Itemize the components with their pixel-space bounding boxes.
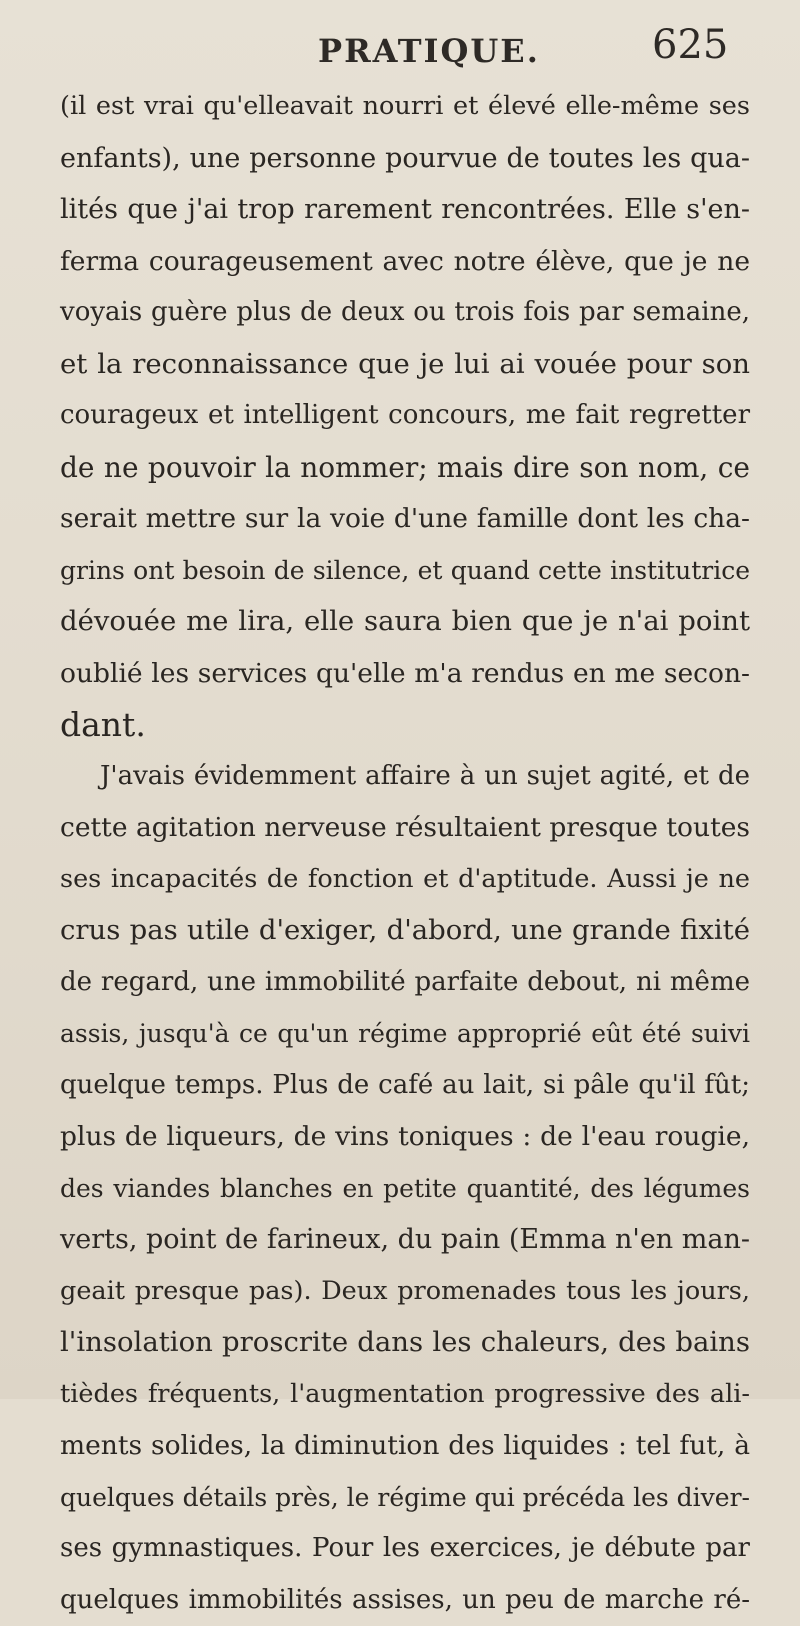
text-line: et la reconnaissance que je lui ai vouée pour son xyxy=(60,339,750,391)
text-line: grins ont besoin de silence, et quand cette institutrice xyxy=(60,545,750,597)
text-line: courageux et intelligent concours, me fait regretter xyxy=(60,390,750,442)
text-line: dant. xyxy=(60,699,750,751)
text-line: ments solides, la diminution des liquides : tel fut, à xyxy=(60,1420,750,1472)
text-line: plus de liqueurs, de vins toniques : de l'eau rougie, xyxy=(60,1111,750,1163)
text-line: crus pas utile d'exiger, d'abord, une grande fixité xyxy=(60,905,750,957)
text-line: assis, jusqu'à ce qu'un régime approprié eût été suivi xyxy=(60,1008,750,1060)
text-line: cette agitation nerveuse résultaient presque toutes xyxy=(60,802,750,854)
text-line: quelque temps. Plus de café au lait, si pâle qu'il fût; xyxy=(60,1060,750,1112)
text-line: serait mettre sur la voie d'une famille dont les cha- xyxy=(60,493,750,545)
text-line: ses incapacités de fonction et d'aptitude. Aussi je ne xyxy=(60,854,750,906)
text-line: enfants), une personne pourvue de toutes les qua- xyxy=(60,133,750,185)
text-line: oublié les services qu'elle m'a rendus en me secon- xyxy=(60,648,750,700)
text-line: voyais guère plus de deux ou trois fois par semaine, xyxy=(60,287,750,339)
page-header xyxy=(0,18,800,74)
text-line: de ne pouvoir la nommer; mais dire son nom, ce xyxy=(60,442,750,494)
text-line: geait presque pas). Deux promenades tous les jours, xyxy=(60,1266,750,1318)
text-line: ferma courageusement avec notre élève, que je ne xyxy=(60,236,750,288)
text-line: J'avais évidemment affaire à un sujet agité, et de xyxy=(60,751,750,803)
text-line: ses gymnastiques. Pour les exercices, je débute par xyxy=(60,1523,750,1575)
text-line: des viandes blanches en petite quantité, des légumes xyxy=(60,1163,750,1215)
text-line: lités que j'ai trop rarement rencontrées. Elle s'en- xyxy=(60,184,750,236)
text-line: dévouée me lira, elle saura bien que je n'ai point xyxy=(60,596,750,648)
body-text xyxy=(60,81,750,1626)
text-line: (il est vrai qu'elleavait nourri et élevé elle-même ses xyxy=(60,81,750,133)
text-line: quelques détails près, le régime qui précéda les diver- xyxy=(60,1472,750,1524)
running-head: PRATIQUE. xyxy=(318,32,540,70)
page-number: 625 xyxy=(652,22,728,68)
text-line: de regard, une immobilité parfaite debout, ni même xyxy=(60,957,750,1009)
text-line: tièdes fréquents, l'augmentation progressive des ali- xyxy=(60,1369,750,1421)
text-line: verts, point de farineux, du pain (Emma n'en man- xyxy=(60,1214,750,1266)
text-line: quelques immobilités assises, un peu de marche ré- xyxy=(60,1575,750,1626)
text-line: l'insolation proscrite dans les chaleurs, des bains xyxy=(60,1317,750,1369)
